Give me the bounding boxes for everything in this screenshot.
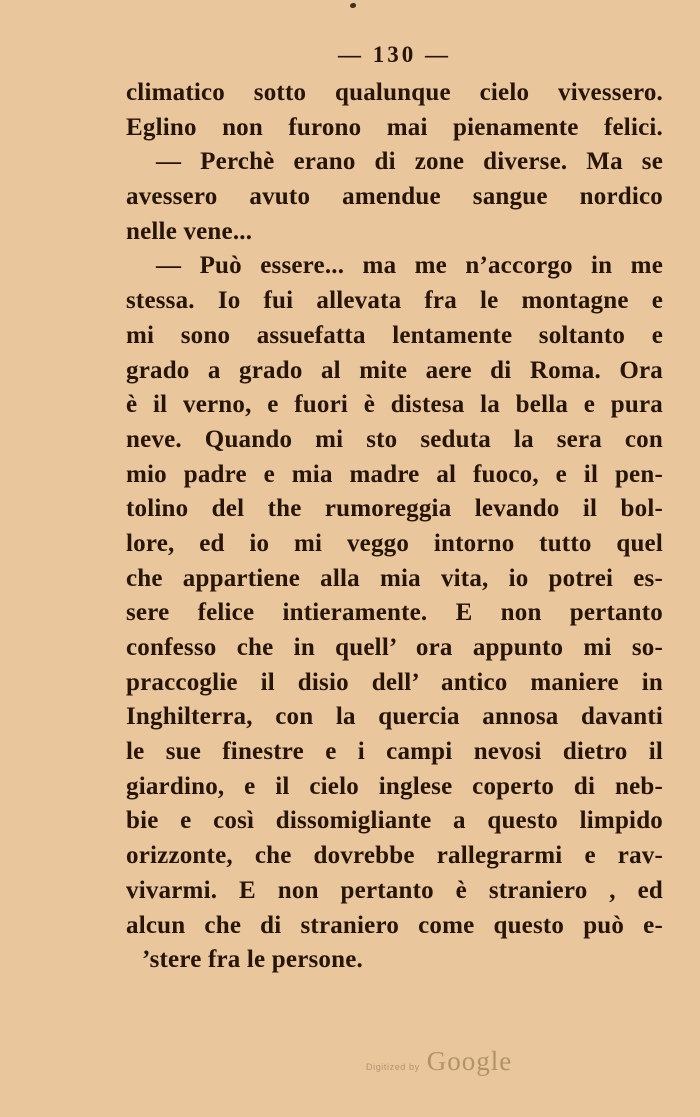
text-line: è il verno, e fuori è distesa la bella e pura	[126, 391, 663, 419]
text-line: Eglino non furono mai pienamente felici.	[126, 113, 663, 141]
text-line: — Perchè erano di zone diverse. Ma se	[156, 148, 663, 176]
digitized-by-label: Digitized by	[366, 1062, 420, 1072]
text-line: — Può essere... ma me n’accorgo in me	[156, 252, 663, 280]
text-line: ’stere fra le persone.	[142, 946, 363, 974]
text-line: vivarmi. E non pertanto è straniero , ed	[126, 876, 663, 904]
text-line: stessa. Io fui allevata fra le montagne e	[126, 287, 663, 315]
text-line: neve. Quando mi sto seduta la sera con	[126, 425, 663, 453]
page-number: — 130 —	[338, 42, 451, 67]
text-line: alcun che di straniero come questo può e-	[126, 911, 663, 939]
text-line: nelle vene...	[126, 217, 253, 245]
scan-artifact-dot	[350, 3, 356, 8]
scan-footer	[366, 1046, 512, 1077]
text-line: Inghilterra, con la quercia annosa davanti	[126, 703, 663, 731]
text-line: le sue finestre e i campi nevosi dietro il	[126, 738, 663, 766]
text-line: sere felice intieramente. E non pertanto	[126, 599, 663, 627]
text-line: giardino, e il cielo inglese coperto di neb-	[126, 772, 663, 800]
text-line: avessero avuto amendue sangue nordico	[126, 183, 663, 211]
text-line: bie e così dissomigliante a questo limpido	[126, 807, 663, 835]
google-logo: Google	[426, 1046, 513, 1076]
text-line: lore, ed io mi veggo intorno tutto quel	[126, 529, 663, 557]
page-text-block	[126, 76, 663, 978]
text-line: praccoglie il disio dell’ antico maniere in	[126, 668, 663, 696]
text-line: che appartiene alla mia vita, io potrei es-	[126, 564, 663, 592]
text-line: tolino del the rumoreggia levando il bol-	[126, 495, 663, 523]
text-line: mio padre e mia madre al fuoco, e il pen-	[126, 460, 663, 488]
text-line: mi sono assuefatta lentamente soltanto e	[126, 321, 663, 349]
text-line: confesso che in quell’ ora appunto mi so-	[126, 634, 663, 661]
text-line: grado a grado al mite aere di Roma. Ora	[126, 356, 663, 384]
text-line: climatico sotto qualunque cielo vivessero.	[126, 79, 663, 106]
text-line: orizzonte, che dovrebbe rallegrarmi e rav-	[126, 842, 663, 870]
